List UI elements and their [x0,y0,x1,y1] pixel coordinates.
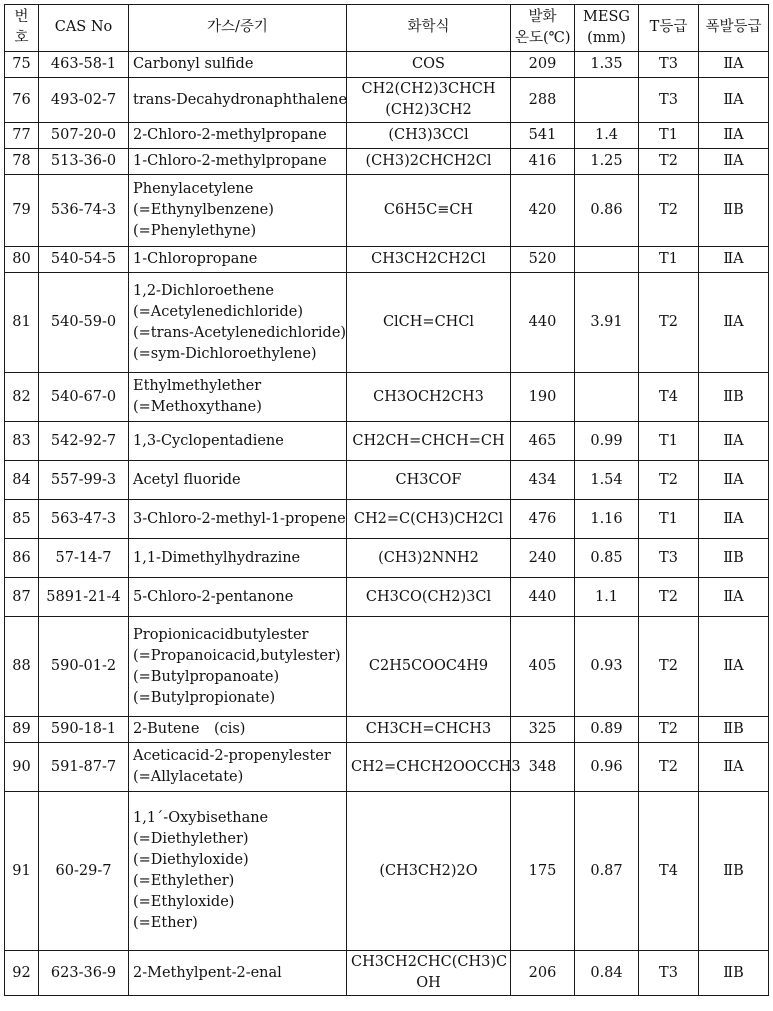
cell-formula [347,52,511,78]
table-row [5,743,769,792]
cell-cas: 513-36-0 [39,149,129,175]
cell-no: 79 [5,175,39,247]
cell-explosion-group: ⅡA [699,78,769,123]
cell-gas-name-line: 1-Chloropropane [133,251,258,268]
cell-t-class: T2 [639,175,699,247]
table-row [5,52,769,78]
table-row [5,373,769,422]
cell-gas-name-line: 2-Chloro-2-methylpropane [133,127,327,144]
cell-gas-name-line: 5-Chloro-2-pentanone [133,588,294,605]
cell-formula-line: C2H5COOC4H9 [368,658,489,675]
cell-gas-name [129,78,347,123]
cell-mesg [575,247,639,273]
cell-t-class: T3 [639,52,699,78]
cell-no: 82 [5,373,39,422]
cell-formula [347,717,511,743]
cell-gas-name-line: 2-Butene (cis) [133,721,246,738]
cell-gas-name-line: Ethylmethylether [133,378,262,395]
cell-t-class: T2 [639,578,699,617]
cell-formula [347,578,511,617]
cell-ignition-temp: 288 [511,78,575,123]
cell-formula-line: (CH3)3CCl [388,127,469,144]
cell-gas-name [129,373,347,422]
cell-no: 75 [5,52,39,78]
cell-cas: 590-18-1 [39,717,129,743]
cell-explosion-group: ⅡB [699,717,769,743]
cell-formula [347,78,511,123]
cell-cas: 591-87-7 [39,743,129,792]
cell-gas-name [129,500,347,539]
header-explosion-group: 폭발등급 [699,5,769,52]
cell-ignition-temp: 465 [511,422,575,461]
cell-cas: 590-01-2 [39,617,129,717]
cell-gas-name-line: Phenylacetylene [133,181,254,197]
cell-no: 86 [5,539,39,578]
cell-mesg: 0.86 [575,175,639,247]
cell-no: 84 [5,461,39,500]
cell-mesg: 0.89 [575,717,639,743]
cell-gas-name-line: Propionicacidbutylester [133,626,309,643]
cell-explosion-group: ⅡA [699,52,769,78]
header-mesg: MESG (mm) [575,5,639,52]
table-row [5,123,769,149]
cell-t-class: T3 [639,78,699,123]
cell-formula-line: CH3OCH2CH3 [373,388,484,405]
cell-gas-name-line: (=Propanoicacid,butylester) [133,647,341,664]
cell-t-class: T4 [639,373,699,422]
cell-gas-name-line: 1,3-Cyclopentadiene [133,432,284,449]
cell-gas-name-line: (=Diethylether) [133,831,249,847]
cell-ignition-temp: 440 [511,273,575,373]
cell-formula-line: CH2(CH2)3CHCH [361,81,496,97]
cell-mesg: 1.4 [575,123,639,149]
cell-explosion-group: ⅡB [699,373,769,422]
cell-no: 90 [5,743,39,792]
cell-no: 78 [5,149,39,175]
cell-cas: 507-20-0 [39,123,129,149]
cell-gas-name-line: (=Allylacetate) [133,769,244,786]
cell-formula [347,792,511,951]
cell-gas-name [129,422,347,461]
table-row [5,539,769,578]
table-row [5,500,769,539]
cell-explosion-group: ⅡB [699,539,769,578]
cell-mesg: 1.25 [575,149,639,175]
cell-t-class: T2 [639,273,699,373]
table-row [5,247,769,273]
cell-explosion-group: ⅡA [699,247,769,273]
cell-mesg: 0.99 [575,422,639,461]
cell-no: 83 [5,422,39,461]
cell-mesg: 1.1 [575,578,639,617]
cell-mesg: 1.54 [575,461,639,500]
cell-gas-name-line: 3-Chloro-2-methyl-1-propene [133,510,346,527]
cell-formula-line: (CH2)3CH2 [385,102,472,119]
cell-cas: 557-99-3 [39,461,129,500]
cell-no: 92 [5,951,39,996]
cell-cas: 493-02-7 [39,78,129,123]
cell-gas-name-line: (=trans-Acetylenedichloride) [133,324,347,341]
cell-formula [347,273,511,373]
header-formula: 화학식 [347,5,511,52]
cell-ignition-temp: 206 [511,951,575,996]
cell-gas-name-line: trans-Decahydronaphthalene [133,91,348,108]
cell-gas-name-line: Acetyl fluoride [133,471,241,488]
cell-explosion-group: ⅡB [699,792,769,951]
cell-no: 81 [5,273,39,373]
cell-ignition-temp: 440 [511,578,575,617]
cell-t-class: T4 [639,792,699,951]
cell-cas: 463-58-1 [39,52,129,78]
table-row [5,578,769,617]
cell-t-class: T1 [639,123,699,149]
cell-cas: 542-92-7 [39,422,129,461]
header-gas: 가스/증기 [129,5,347,52]
cell-formula [347,149,511,175]
header-row [5,5,769,52]
cell-formula [347,422,511,461]
cell-gas-name [129,175,347,247]
cell-no: 80 [5,247,39,273]
cell-mesg: 0.85 [575,539,639,578]
cell-formula [347,247,511,273]
cell-mesg: 0.93 [575,617,639,717]
cell-no: 87 [5,578,39,617]
cell-cas: 623-36-9 [39,951,129,996]
cell-formula [347,175,511,247]
cell-no: 77 [5,123,39,149]
cell-explosion-group: ⅡA [699,578,769,617]
table-row [5,951,769,996]
cell-ignition-temp: 405 [511,617,575,717]
cell-gas-name-line: (=Diethyloxide) [133,852,249,869]
cell-t-class: T2 [639,149,699,175]
cell-mesg [575,373,639,422]
cell-gas-name [129,792,347,951]
cell-gas-name-line: (=Ethyloxide) [133,894,235,911]
cell-gas-name [129,123,347,149]
cell-gas-name [129,717,347,743]
cell-ignition-temp: 348 [511,743,575,792]
cell-t-class: T2 [639,743,699,792]
cell-no: 76 [5,78,39,123]
cell-mesg: 3.91 [575,273,639,373]
cell-t-class: T3 [639,951,699,996]
cell-cas: 5891-21-4 [39,578,129,617]
header-t-class: T등급 [639,5,699,52]
cell-explosion-group: ⅡA [699,273,769,373]
cell-gas-name-line: (=Methoxythane) [133,399,262,416]
table-row [5,422,769,461]
cell-cas: 540-67-0 [39,373,129,422]
cell-gas-name [129,149,347,175]
cell-gas-name [129,52,347,78]
cell-gas-name [129,539,347,578]
cell-explosion-group: ⅡA [699,743,769,792]
header-cas: CAS No [39,5,129,52]
table-row [5,461,769,500]
cell-cas: 60-29-7 [39,792,129,951]
cell-formula-line: CH3CH2CH2Cl [371,251,486,268]
cell-formula-line: CH2=CHCH2OOCCH3 [351,758,521,775]
cell-formula-line: (CH3)2NNH2 [378,549,479,566]
cell-no: 85 [5,500,39,539]
cell-mesg: 0.87 [575,792,639,951]
cell-formula-line: CH3CH2CHC(CH3)C [351,954,508,971]
cell-no: 89 [5,717,39,743]
cell-formula-line: (CH3CH2)2O [379,862,478,879]
cell-gas-name-line: (=Butylpropanoate) [133,668,280,685]
cell-gas-name-line: 2-Methylpent-2-enal [133,964,282,981]
cell-gas-name [129,461,347,500]
cell-t-class: T2 [639,717,699,743]
cell-explosion-group: ⅡA [699,500,769,539]
cell-gas-name-line: (=Ether) [133,915,198,932]
cell-formula-line: CH3COF [395,471,462,488]
cell-formula [347,123,511,149]
cell-explosion-group: ⅡA [699,617,769,717]
cell-gas-name-line: 1-Chloro-2-methylpropane [133,153,327,170]
cell-ignition-temp: 175 [511,792,575,951]
cell-t-class: T2 [639,461,699,500]
cell-cas: 540-59-0 [39,273,129,373]
cell-formula-line: (CH3)2CHCH2Cl [365,153,492,170]
cell-ignition-temp: 476 [511,500,575,539]
header-ignition-temp: 발화 온도(℃) [511,5,575,52]
header-no: 번 호 [5,5,39,52]
table-row [5,717,769,743]
gas-properties-table [4,4,769,996]
table-row [5,149,769,175]
cell-mesg: 1.16 [575,500,639,539]
cell-gas-name [129,951,347,996]
table-row [5,617,769,717]
cell-formula [347,373,511,422]
cell-mesg: 1.35 [575,52,639,78]
cell-ignition-temp: 325 [511,717,575,743]
cell-formula-line: CH2=C(CH3)CH2Cl [353,510,504,527]
cell-gas-name [129,617,347,717]
cell-no: 91 [5,792,39,951]
cell-gas-name-line: (=Ethynylbenzene) [133,202,274,219]
cell-mesg: 0.84 [575,951,639,996]
cell-explosion-group: ⅡB [699,951,769,996]
cell-ignition-temp: 209 [511,52,575,78]
cell-cas: 540-54-5 [39,247,129,273]
cell-ignition-temp: 541 [511,123,575,149]
cell-mesg: 0.96 [575,743,639,792]
cell-ignition-temp: 416 [511,149,575,175]
cell-t-class: T1 [639,247,699,273]
cell-gas-name-line: Aceticacid-2-propenylester [133,748,331,765]
cell-cas: 563-47-3 [39,500,129,539]
cell-gas-name-line: (=Ethylether) [133,873,235,890]
cell-formula-line: COS [412,55,445,72]
cell-formula [347,743,521,792]
cell-gas-name-line: 1,1-Dimethylhydrazine [133,549,301,566]
cell-formula-line: CH3CO(CH2)3Cl [365,588,492,605]
cell-cas: 57-14-7 [39,539,129,578]
table-row [5,175,769,247]
cell-formula-line: OH [416,975,441,992]
cell-explosion-group: ⅡA [699,461,769,500]
cell-ignition-temp: 240 [511,539,575,578]
cell-formula [347,951,511,996]
cell-gas-name-line: (=sym-Dichloroethylene) [133,345,317,362]
cell-gas-name-line: 1,1´-Oxybisethane [133,809,269,826]
cell-gas-name-line: (=Acetylenedichloride) [133,303,303,320]
cell-formula [347,461,511,500]
cell-explosion-group: ⅡA [699,123,769,149]
cell-t-class: T3 [639,539,699,578]
table-row [5,78,769,123]
cell-ignition-temp: 420 [511,175,575,247]
cell-t-class: T1 [639,422,699,461]
cell-gas-name-line: (=Phenylethyne) [133,223,257,240]
cell-t-class: T2 [639,617,699,717]
cell-ignition-temp: 434 [511,461,575,500]
cell-gas-name-line: 1,2-Dichloroethene [133,282,274,299]
cell-explosion-group: ⅡA [699,149,769,175]
cell-no: 88 [5,617,39,717]
cell-formula [347,539,511,578]
cell-formula [347,500,511,539]
table-row [5,273,769,373]
cell-mesg [575,78,639,123]
cell-formula-line: CH2CH=CHCH=CH [352,432,505,449]
cell-explosion-group: ⅡB [699,175,769,247]
cell-formula-line: CH3CH=CHCH3 [365,721,492,738]
cell-gas-name [129,247,347,273]
cell-ignition-temp: 520 [511,247,575,273]
cell-gas-name [129,273,347,373]
cell-gas-name-line: (=Butylpropionate) [133,689,276,706]
table-row [5,792,769,951]
cell-t-class: T1 [639,500,699,539]
cell-gas-name-line: Carbonyl sulfide [133,55,254,72]
cell-cas: 536-74-3 [39,175,129,247]
cell-formula [347,617,511,717]
cell-ignition-temp: 190 [511,373,575,422]
cell-gas-name [129,578,347,617]
cell-explosion-group: ⅡA [699,422,769,461]
cell-formula-line: ClCH=CHCl [382,314,475,331]
cell-formula-line: C6H5C≡CH [383,202,474,219]
cell-gas-name [129,743,347,792]
